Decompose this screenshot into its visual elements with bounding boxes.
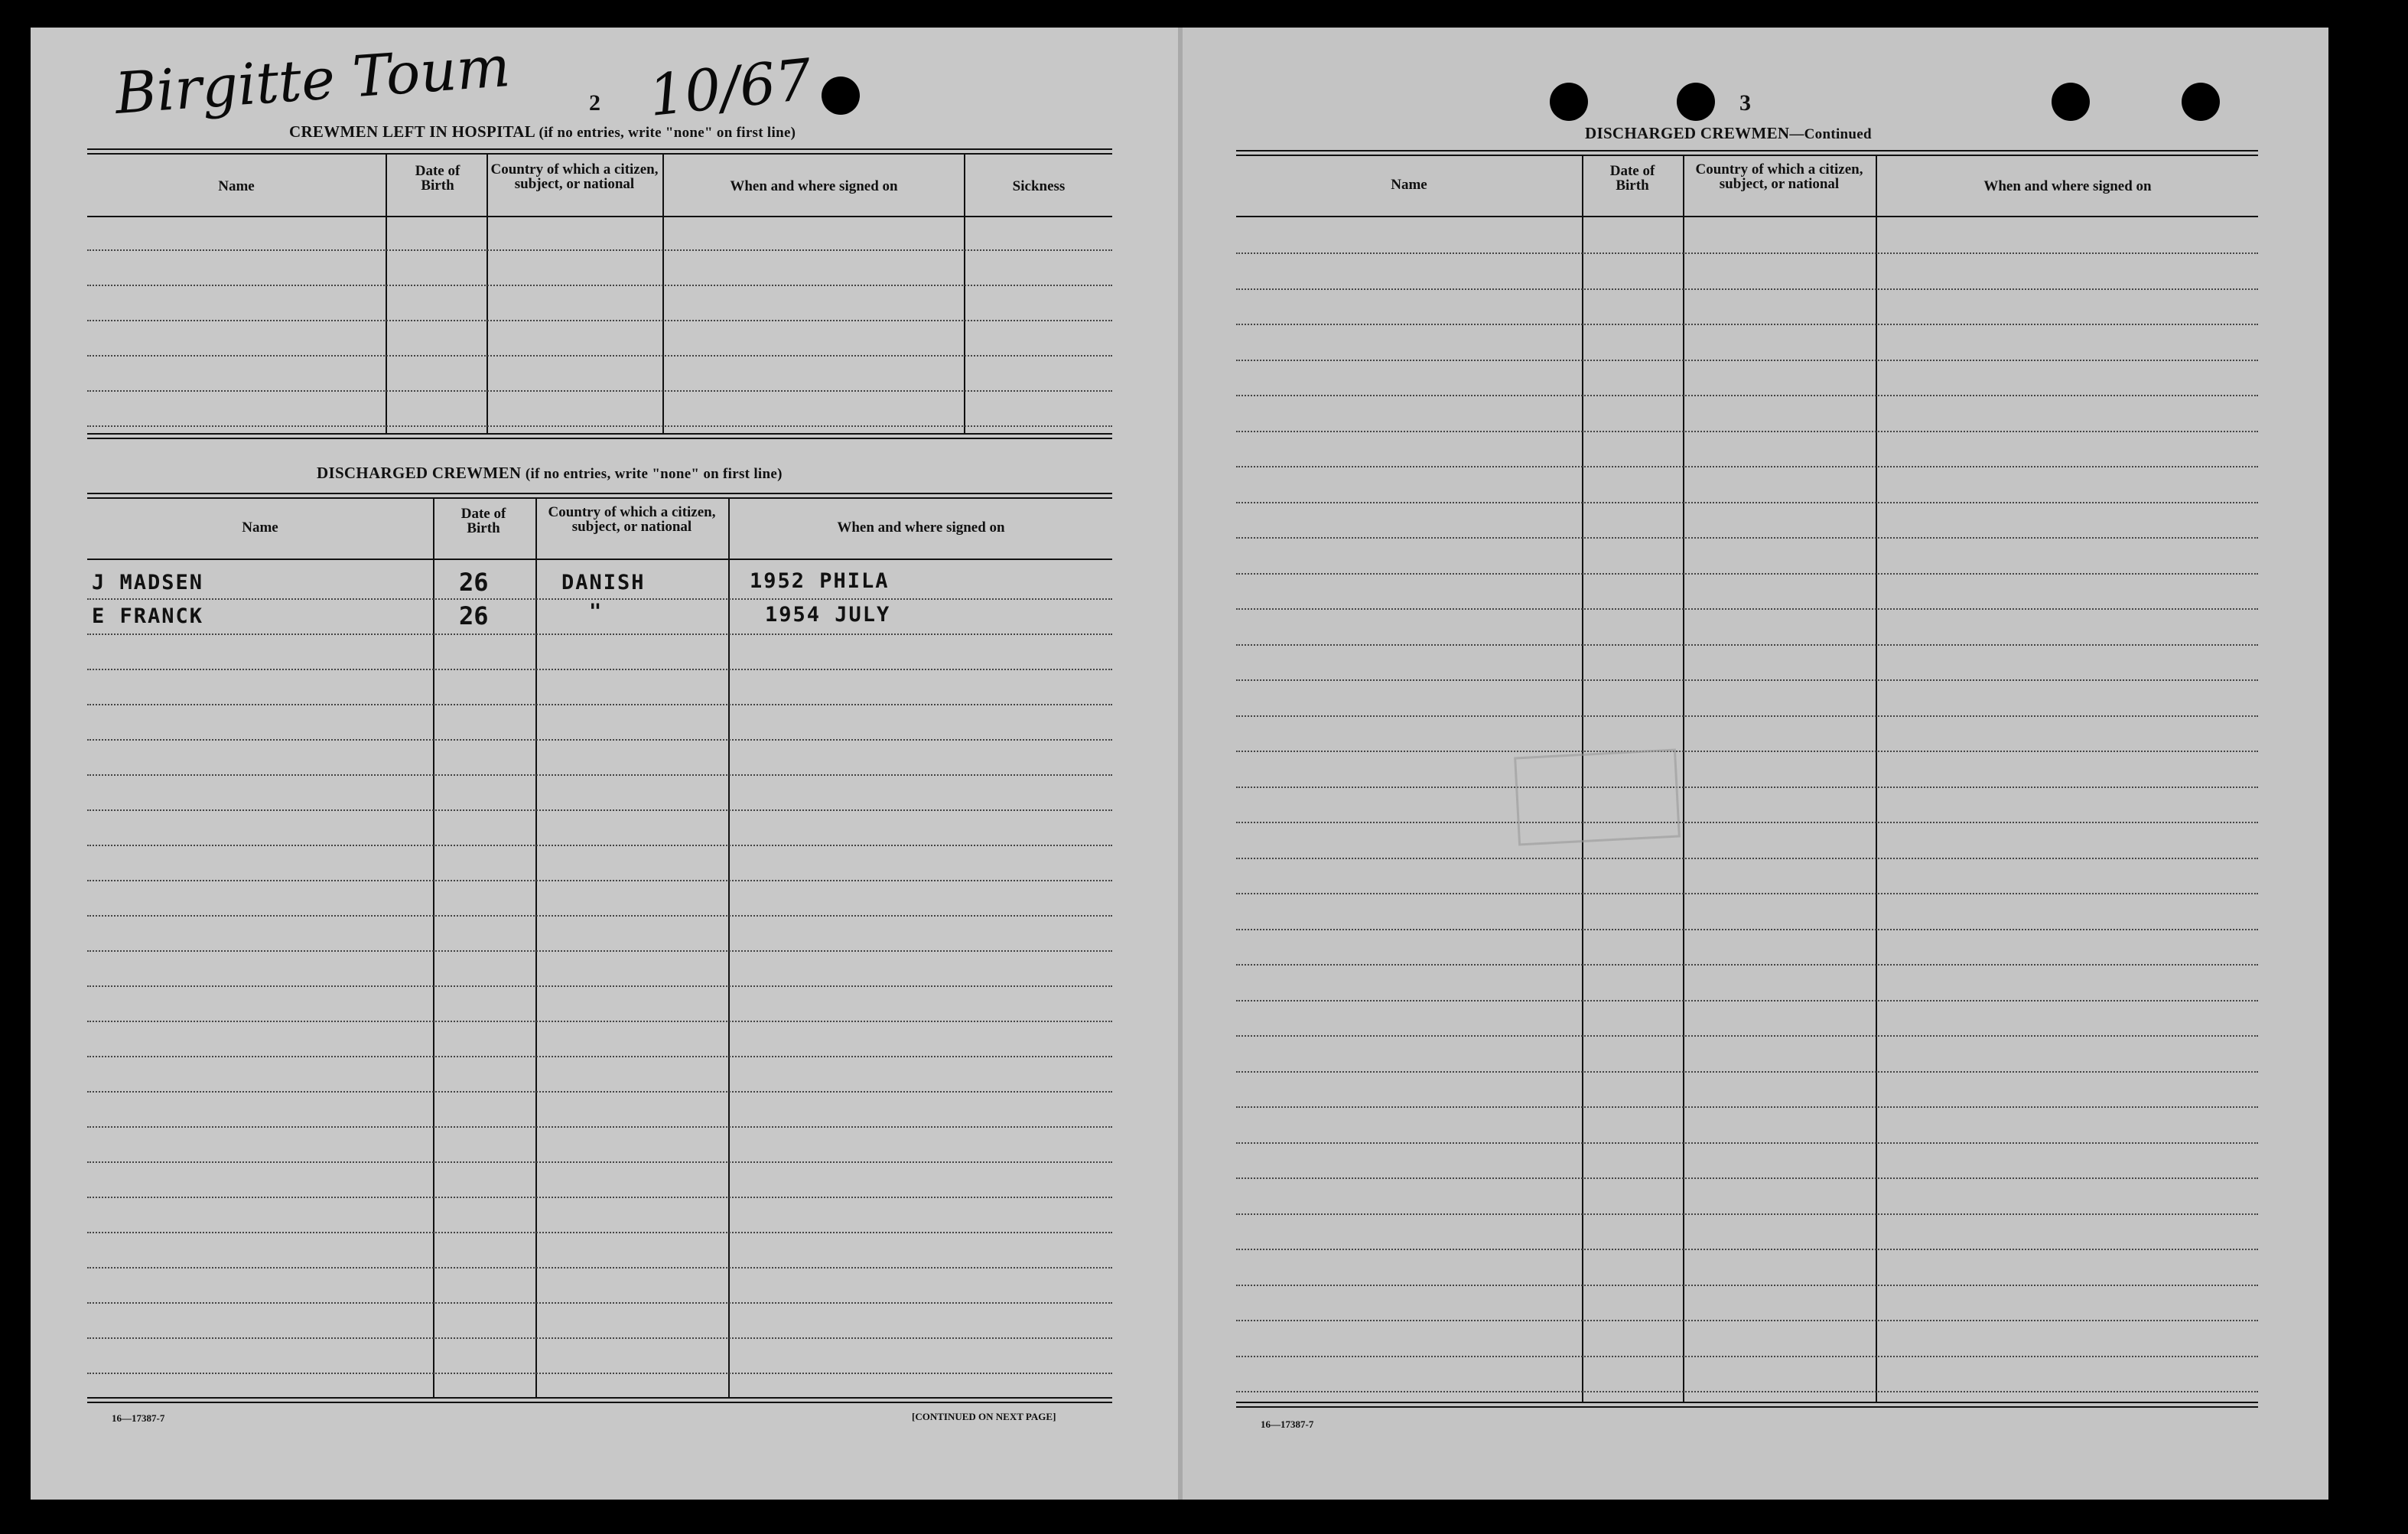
discharged-col-sep-3 — [728, 497, 730, 1397]
right-header-rule — [1236, 216, 2258, 217]
discharged-title-text: DISCHARGED CREWMEN — [317, 464, 522, 482]
discharged-row-rule — [87, 1302, 1112, 1304]
entry-1-dob: 26 — [459, 568, 489, 597]
discharged-col-sep-2 — [535, 497, 537, 1397]
right-row-rule — [1236, 1356, 2258, 1357]
discharged-table-top-rule — [87, 493, 1112, 494]
right-row-rule — [1236, 1320, 2258, 1321]
right-col-sep-3 — [1876, 155, 1877, 1402]
discharged-header-dob: Date of Birth — [460, 506, 506, 536]
discharged-header-signed-on: When and where signed on — [837, 519, 1005, 536]
right-row-rule — [1236, 608, 2258, 610]
discharged-col-sep-1 — [433, 497, 434, 1397]
entry-1-name: J MADSEN — [92, 571, 204, 594]
discharged-row-rule — [87, 704, 1112, 705]
entry-2-signed-on: 1954 JULY — [765, 603, 891, 627]
hospital-section-title — [289, 122, 796, 142]
right-row-rule — [1236, 395, 2258, 396]
right-row-rule — [1236, 893, 2258, 894]
hospital-table-top-rule — [87, 148, 1112, 150]
right-row-rule — [1236, 1249, 2258, 1250]
discharged-row-rule — [87, 950, 1112, 952]
right-page-number: 3 — [1739, 90, 1751, 116]
left-footer-continued: [CONTINUED ON NEXT PAGE] — [912, 1411, 1056, 1422]
handwritten-name: Birgitte Toum — [112, 34, 513, 127]
right-row-rule — [1236, 1142, 2258, 1144]
hospital-table-bottom-rule — [87, 433, 1112, 435]
hospital-row-rule — [87, 355, 1112, 357]
right-row-rule — [1236, 360, 2258, 361]
right-row-rule — [1236, 858, 2258, 859]
hospital-header-rule — [87, 216, 1112, 217]
left-page-number: 2 — [589, 90, 600, 116]
right-page — [1183, 28, 2328, 1500]
right-row-rule — [1236, 288, 2258, 290]
discharged-row-rule — [87, 1267, 1112, 1269]
left-page — [31, 28, 1183, 1500]
entry-1-signed-on: 1952 PHILA — [750, 569, 890, 593]
right-table-bottom-rule-2 — [1236, 1406, 2258, 1408]
discharged-row-rule — [87, 1021, 1112, 1022]
right-row-rule — [1236, 1177, 2258, 1179]
right-section-title — [1585, 124, 1872, 143]
hospital-row-rule — [87, 390, 1112, 392]
hospital-title-text: CREWMEN LEFT IN HOSPITAL — [289, 122, 535, 141]
right-row-rule — [1236, 929, 2258, 930]
right-title-continued: —Continued — [1789, 126, 1872, 142]
right-row-rule — [1236, 1391, 2258, 1392]
discharged-row-rule — [87, 845, 1112, 846]
right-header-dob: Date of Birth — [1609, 163, 1655, 194]
discharged-table-top-rule-2 — [87, 497, 1112, 499]
hospital-title-note: (if no entries, write "none" on first line) — [539, 125, 796, 141]
hospital-table-top-rule-2 — [87, 153, 1112, 155]
discharged-section-title — [317, 464, 783, 483]
hospital-header-dob: Date of Birth — [415, 163, 460, 194]
discharged-row-rule — [87, 1091, 1112, 1093]
discharged-row-rule — [87, 774, 1112, 776]
right-table-top-rule-2 — [1236, 155, 2258, 156]
discharged-row-rule — [87, 1232, 1112, 1233]
right-row-rule — [1236, 573, 2258, 575]
punch-hole-right-1 — [1550, 83, 1588, 121]
discharged-row-rule — [87, 1373, 1112, 1374]
right-header-signed-on: When and where signed on — [1983, 178, 2152, 194]
hospital-header-country: Country of which a citizen, subject, or national — [490, 161, 659, 192]
right-table-top-rule — [1236, 150, 2258, 151]
hospital-header-name: Name — [218, 178, 255, 194]
hospital-row-rule — [87, 320, 1112, 321]
right-row-rule — [1236, 1000, 2258, 1001]
discharged-row-rule — [87, 1056, 1112, 1057]
handwritten-mark: 10/67 — [646, 47, 815, 129]
right-row-rule — [1236, 1285, 2258, 1286]
discharged-row-rule — [87, 633, 1112, 635]
right-header-country: Country of which a citizen, subject, or national — [1695, 161, 1863, 192]
right-row-rule — [1236, 1071, 2258, 1073]
right-row-rule — [1236, 466, 2258, 467]
right-header-name: Name — [1391, 177, 1427, 193]
discharged-row-rule — [87, 1161, 1112, 1163]
hospital-row-rule — [87, 249, 1112, 251]
discharged-row-rule — [87, 915, 1112, 917]
discharged-header-country: Country of which a citizen, subject, or national — [548, 504, 716, 535]
discharged-row-rule — [87, 1126, 1112, 1128]
right-row-rule — [1236, 537, 2258, 539]
punch-hole-right-4 — [2182, 83, 2220, 121]
right-footer-code: 16—17387-7 — [1261, 1418, 1314, 1430]
right-row-rule — [1236, 1035, 2258, 1037]
discharged-header-name: Name — [242, 519, 278, 536]
entry-2-country: " — [589, 600, 604, 624]
hospital-table-bottom-rule-2 — [87, 438, 1112, 439]
hospital-row-rule — [87, 425, 1112, 427]
right-row-rule — [1236, 252, 2258, 254]
hospital-header-signed-on: When and where signed on — [730, 178, 898, 194]
right-col-sep-2 — [1683, 155, 1684, 1402]
right-row-rule — [1236, 787, 2258, 788]
right-table-bottom-rule — [1236, 1402, 2258, 1403]
right-row-rule — [1236, 1106, 2258, 1108]
right-row-rule — [1236, 502, 2258, 503]
right-row-rule — [1236, 644, 2258, 646]
right-row-rule — [1236, 679, 2258, 681]
hospital-header-sickness: Sickness — [1012, 178, 1066, 194]
entry-2-dob: 26 — [459, 601, 489, 630]
discharged-table-bottom-rule — [87, 1397, 1112, 1399]
discharged-table-bottom-rule-2 — [87, 1402, 1112, 1403]
hospital-row-rule — [87, 285, 1112, 286]
entry-1-country: DANISH — [561, 571, 646, 594]
discharged-title-note: (if no entries, write "none" on first line) — [525, 466, 783, 482]
left-footer-code: 16—17387-7 — [112, 1412, 165, 1424]
right-row-rule — [1236, 822, 2258, 823]
punch-hole-right-3 — [2052, 83, 2090, 121]
right-row-rule — [1236, 1213, 2258, 1215]
right-title-text: DISCHARGED CREWMEN — [1585, 124, 1790, 142]
punch-hole-right-2 — [1677, 83, 1715, 121]
right-row-rule — [1236, 964, 2258, 966]
discharged-row-rule — [87, 669, 1112, 670]
punch-hole-left — [822, 77, 860, 115]
discharged-row-rule — [87, 1337, 1112, 1339]
discharged-row-rule — [87, 739, 1112, 741]
right-row-rule — [1236, 324, 2258, 325]
discharged-row-rule — [87, 1197, 1112, 1198]
right-row-rule — [1236, 715, 2258, 717]
discharged-header-rule — [87, 559, 1112, 560]
discharged-row-rule — [87, 809, 1112, 811]
faded-stamp — [1514, 749, 1681, 846]
right-row-rule — [1236, 431, 2258, 432]
right-row-rule — [1236, 751, 2258, 752]
discharged-row-rule — [87, 880, 1112, 881]
discharged-row-rule — [87, 985, 1112, 987]
entry-2-name: E FRANCK — [92, 604, 204, 628]
